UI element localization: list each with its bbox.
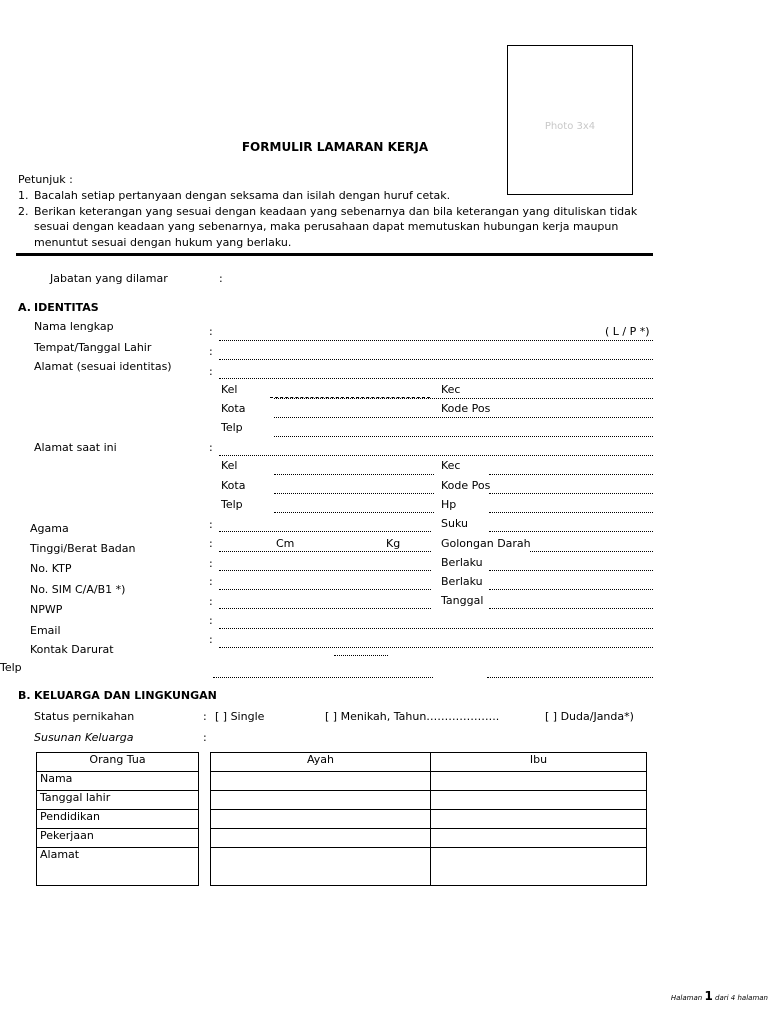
sim-label: No. SIM C/A/B1 *) <box>30 583 126 596</box>
npwp-field[interactable] <box>219 608 431 609</box>
photo-box <box>507 45 633 195</box>
ibu-nama-cell[interactable] <box>431 772 647 791</box>
tinggi-berat-colon: : <box>209 537 213 550</box>
alamat1-telp-label: Telp <box>221 421 243 434</box>
section-b-letter: B. <box>18 689 31 702</box>
kontak-darurat-short-field[interactable] <box>334 655 388 656</box>
ktp-berlaku-label: Berlaku <box>441 556 483 569</box>
sim-field[interactable] <box>219 589 431 590</box>
npwp-colon: : <box>209 595 213 608</box>
sim-berlaku-field[interactable] <box>489 589 653 590</box>
agama-field[interactable] <box>219 531 431 532</box>
table-row <box>37 810 647 829</box>
ayah-pendidikan-cell[interactable] <box>211 810 431 829</box>
alamat2-kec-label: Kec <box>441 459 461 472</box>
section-a-title: IDENTITAS <box>34 301 99 314</box>
instruction-2-line-3: menuntut sesuai dengan hukum yang berlaku. <box>34 236 292 249</box>
kontak-darurat-colon: : <box>209 633 213 646</box>
ttl-colon: : <box>209 345 213 358</box>
alamat2-kel-label: Kel <box>221 459 238 472</box>
header-divider <box>16 253 653 256</box>
instructions-heading: Petunjuk : <box>18 173 73 186</box>
alamat2-kota-field[interactable] <box>274 493 434 494</box>
ibu-pendidikan-cell[interactable] <box>431 810 647 829</box>
family-table <box>36 752 647 886</box>
npwp-tanggal-field[interactable] <box>489 608 653 609</box>
ktp-label: No. KTP <box>30 562 72 575</box>
email-colon: : <box>209 614 213 627</box>
status-menikah-option[interactable]: [ ] Menikah, Tahun……………….. <box>325 710 500 723</box>
kontak-telp-field-2[interactable] <box>487 677 653 678</box>
alamat2-kec-field[interactable] <box>489 474 653 475</box>
alamat2-kel-field[interactable] <box>274 474 434 475</box>
row-label-pekerjaan: Pekerjaan <box>37 829 199 848</box>
table-row <box>37 848 647 886</box>
alamat-identitas-label: Alamat (sesuai identitas) <box>34 360 172 373</box>
sim-berlaku-label: Berlaku <box>441 575 483 588</box>
cm-unit: Cm <box>276 537 295 550</box>
kontak-telp-label: Telp <box>0 661 22 674</box>
status-pernikahan-colon: : <box>203 710 207 723</box>
row-label-tanggal-lahir: Tanggal lahir <box>37 791 199 810</box>
ktp-colon: : <box>209 557 213 570</box>
alamat-identitas-field[interactable] <box>219 378 653 379</box>
row-label-alamat: Alamat <box>37 848 199 886</box>
table-row <box>37 791 647 810</box>
npwp-label: NPWP <box>30 603 63 616</box>
table-header-row <box>37 753 647 772</box>
position-label: Jabatan yang dilamar <box>50 272 168 285</box>
alamat2-hp-field[interactable] <box>489 512 653 513</box>
suku-label: Suku <box>441 517 468 530</box>
instruction-2-line-2: sesuai dengan keadaan yang sebenarnya, maka perusahaan dapat memutuskan hubungan kerja maupun <box>34 220 619 233</box>
status-duda-janda-option[interactable]: [ ] Duda/Janda*) <box>545 710 634 723</box>
table-row <box>37 829 647 848</box>
alamat-saat-ini-field[interactable] <box>219 455 653 456</box>
golongan-darah-field[interactable] <box>530 551 653 552</box>
photo-label: Photo 3x4 <box>544 121 596 132</box>
header-ibu: Ibu <box>431 753 647 772</box>
ibu-pekerjaan-cell[interactable] <box>431 829 647 848</box>
alamat2-telp-field[interactable] <box>274 512 434 513</box>
npwp-tanggal-label: Tanggal <box>441 594 484 607</box>
nama-label: Nama lengkap <box>34 320 114 333</box>
instruction-2-number: 2. <box>18 205 29 218</box>
footer-prefix: Halaman <box>670 994 703 1002</box>
email-field[interactable] <box>219 628 653 629</box>
alamat1-kota-field[interactable] <box>274 417 653 418</box>
alamat1-kel-label: Kel <box>221 383 238 396</box>
ayah-alamat-cell[interactable] <box>211 848 431 886</box>
kontak-darurat-label: Kontak Darurat <box>30 643 114 656</box>
footer-suffix: dari 4 halaman <box>715 994 768 1002</box>
alamat2-hp-label: Hp <box>441 498 457 511</box>
alamat2-kota-label: Kota <box>221 479 246 492</box>
row-label-nama: Nama <box>37 772 199 791</box>
email-label: Email <box>30 624 61 637</box>
section-b-title: KELUARGA DAN LINGKUNGAN <box>34 689 217 702</box>
page-footer <box>671 989 768 1003</box>
ktp-field[interactable] <box>219 570 431 571</box>
tinggi-berat-field[interactable] <box>219 551 431 552</box>
instruction-1-number: 1. <box>18 189 29 202</box>
alamat1-kota-label: Kota <box>221 402 246 415</box>
section-a-letter: A. <box>18 301 31 314</box>
ayah-nama-cell[interactable] <box>211 772 431 791</box>
tinggi-berat-label: Tinggi/Berat Badan <box>30 542 136 555</box>
gender-choice[interactable]: ( L / P *) <box>605 325 650 338</box>
kontak-darurat-field[interactable] <box>219 647 653 648</box>
ibu-alamat-cell[interactable] <box>431 848 647 886</box>
agama-label: Agama <box>30 522 69 535</box>
ayah-pekerjaan-cell[interactable] <box>211 829 431 848</box>
alamat1-kec-label: Kec <box>441 383 461 396</box>
ttl-label: Tempat/Tanggal Lahir <box>34 341 152 354</box>
kg-unit: Kg <box>386 537 401 550</box>
suku-field[interactable] <box>489 531 653 532</box>
form-title: FORMULIR LAMARAN KERJA <box>241 140 429 154</box>
alamat1-kec-field[interactable] <box>274 398 653 399</box>
position-colon: : <box>219 272 223 285</box>
table-row <box>37 772 647 791</box>
alamat1-telp-field[interactable] <box>274 436 653 437</box>
ayah-tanggal-lahir-cell[interactable] <box>211 791 431 810</box>
sim-colon: : <box>209 575 213 588</box>
instruction-2-line-1: Berikan keterangan yang sesuai dengan keadaan yang sebenarnya dan bila keterangan yang dituliskan tidak <box>34 205 638 218</box>
alamat1-kodepos-label: Kode Pos <box>441 402 491 415</box>
susunan-keluarga-colon: : <box>203 731 207 744</box>
agama-colon: : <box>209 518 213 531</box>
susunan-keluarga-label: Susunan Keluarga <box>34 731 134 744</box>
status-single-option[interactable]: [ ] Single <box>215 710 265 723</box>
alamat-identitas-colon: : <box>209 365 213 378</box>
ttl-field[interactable] <box>219 359 653 360</box>
ktp-berlaku-field[interactable] <box>489 570 653 571</box>
alamat-saat-ini-label: Alamat saat ini <box>34 441 117 454</box>
alamat2-telp-label: Telp <box>221 498 243 511</box>
nama-colon: : <box>209 325 213 338</box>
kontak-telp-field[interactable] <box>213 677 433 678</box>
golongan-darah-label: Golongan Darah <box>441 537 531 550</box>
status-pernikahan-label: Status pernikahan <box>34 710 135 723</box>
instruction-1-text: Bacalah setiap pertanyaan dengan seksama dan isilah dengan huruf cetak. <box>34 189 451 202</box>
header-orang-tua: Orang Tua <box>37 753 199 772</box>
header-ayah: Ayah <box>211 753 431 772</box>
alamat2-kodepos-field[interactable] <box>489 493 653 494</box>
footer-page-number: 1 <box>704 989 713 1003</box>
row-label-pendidikan: Pendidikan <box>37 810 199 829</box>
alamat2-kodepos-label: Kode Pos <box>441 479 491 492</box>
ibu-tanggal-lahir-cell[interactable] <box>431 791 647 810</box>
alamat-saat-ini-colon: : <box>209 441 213 454</box>
nama-field[interactable] <box>219 340 653 341</box>
